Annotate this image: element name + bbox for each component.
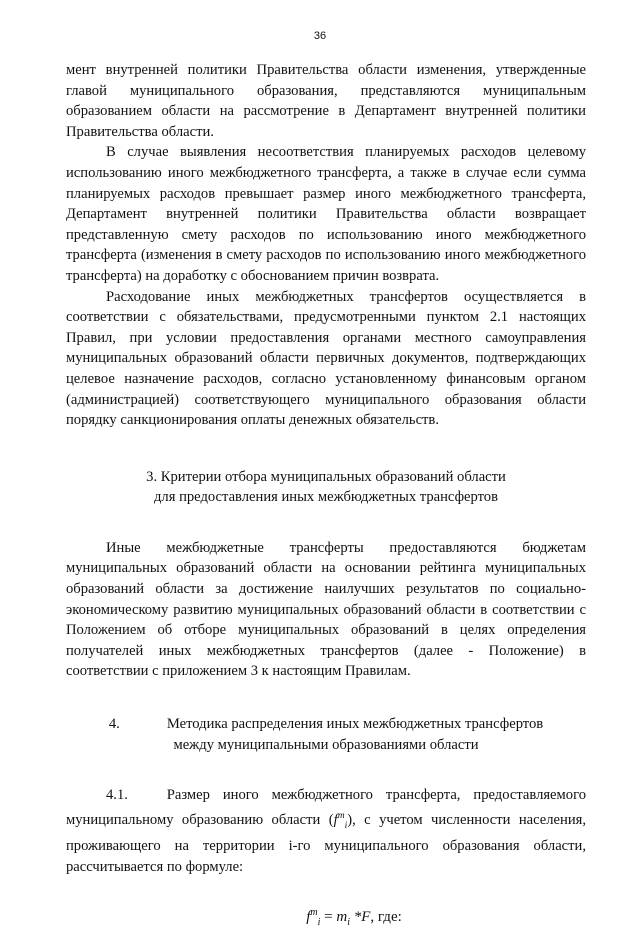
clause-4-1 xyxy=(66,785,586,877)
paragraph-mismatch-return: В случае выявления несоответствия планируемых расходов целевому использованию иного межбюджетного трансферта, а также в случае если сумма планируемых расходов превышает размер иного межбюджетного трансферта, Департамент внутренней политики Правительства области возвращает представленную смету расходов по использованию иного межбюджетного трансферта (изменения в смету расходов по использованию иного межбюджетного трансферта) на доработку с обоснованием причин возврата. xyxy=(66,144,586,284)
section-4-title-line-1: Методика распределения иных межбюджетных трансфертов xyxy=(166,716,544,733)
section-4-number: 4. xyxy=(108,716,120,733)
section-3-heading-line-1: 3. Критерии отбора муниципальных образований области xyxy=(146,468,506,485)
clause-4-1-number: 4.1. xyxy=(106,787,128,804)
clause-4-1-text-a: Размер иного межбюджетного трансферта, предоставляемого муниципальному образованию области ( xyxy=(66,787,586,828)
section-4-heading-line-2: между муниципальными образованиями области xyxy=(173,736,479,753)
section-3-heading-line-2: для предоставления иных межбюджетных трансфертов xyxy=(154,489,498,506)
paragraph-spending: Расходование иных межбюджетных трансфертов осуществляется в соответствии с обязательствами, предусмотренными пунктом 2.1 настоящих Правил, при условии предоставления органами местного самоуправления муниципальных образований области первичных документов, подтверждающих целевое назначение расходов, согласно установленному финансовым органом (администрацией) соответствующего муниципального образования области порядку санкционирования оплаты денежных обязательств. xyxy=(66,288,586,429)
inline-formula-symbol: $f^m_i$ xyxy=(333,810,348,831)
section-3-paragraph: Иные межбюджетные трансферты предоставляются бюджетам муниципальных образований области на основании рейтинга муниципальных образований области за достижение наилучших результатов по социально-экономическому развитию муниципальных образований области в соответствии с Положением об отборе муниципальных образований в целях определения получателей иных межбюджетных трансфертов (далее - Положение) в соответствии с приложением 3 к настоящим Правилам. xyxy=(66,539,586,680)
section-4-heading-line-1 xyxy=(66,714,586,735)
document-body xyxy=(66,60,586,934)
clause-4-1-text-b: ), с учетом численности населения, проживающего на территории i-го муниципального образования области, рассчитывается по формуле: xyxy=(66,811,586,875)
distribution-formula: $f^m_i = m_i$ *F, где: xyxy=(306,907,402,929)
paragraph-continuation: мент внутренней политики Правительства области изменения, утвержденные главой муниципального образования, представляются муниципальным образованием области на рассмотрение в Департамент внутренней политики Правительства области. xyxy=(66,62,586,140)
section-4-heading xyxy=(66,714,586,755)
page-number: 36 xyxy=(313,30,327,42)
section-3-heading xyxy=(66,467,586,508)
